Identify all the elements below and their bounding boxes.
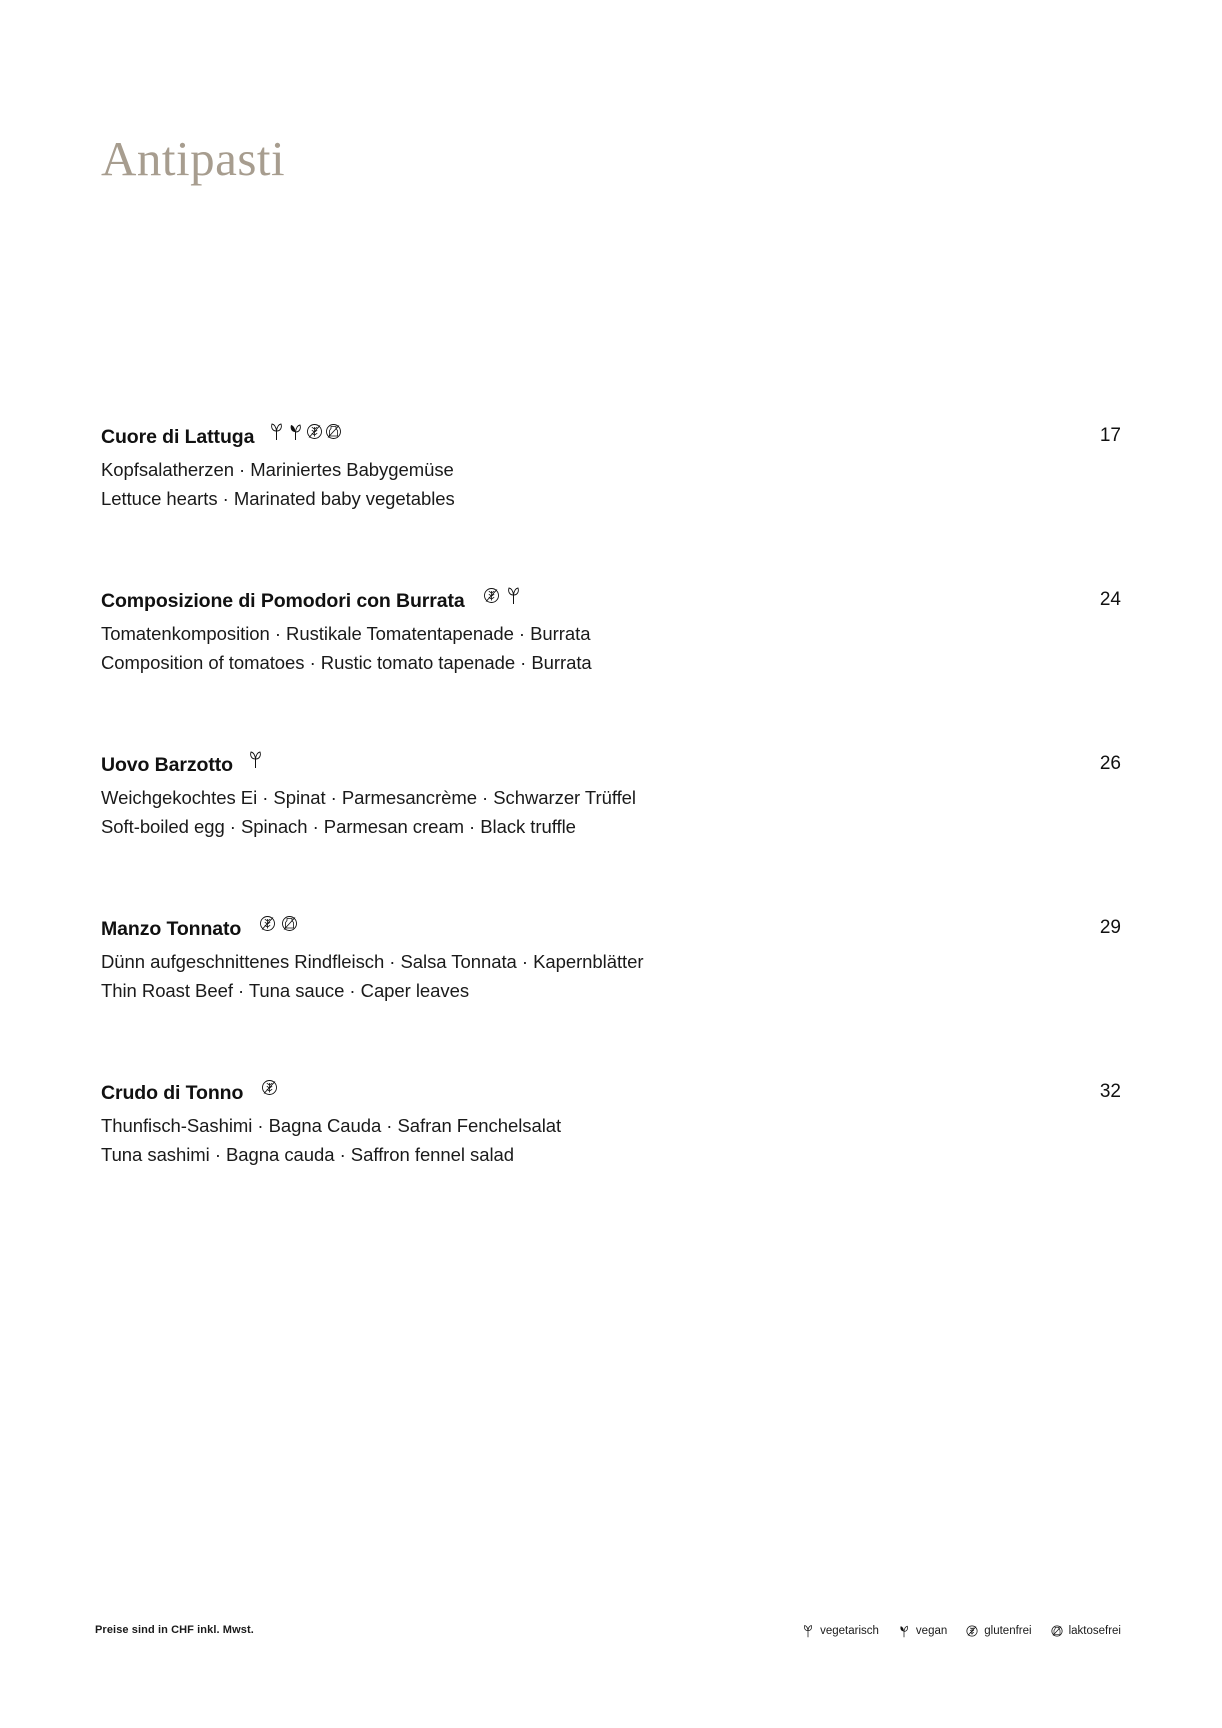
- glutenfrei-icon: [259, 914, 276, 933]
- vegan-icon: [287, 422, 304, 441]
- menu-item-name: Composizione di Pomodori con Burrata: [101, 590, 465, 612]
- vegetarisch-icon: [801, 1624, 815, 1638]
- menu-item-price: 32: [1099, 1081, 1121, 1102]
- legend-label: vegan: [915, 1625, 948, 1637]
- diet-icon-group: [268, 422, 342, 441]
- legend-item-glutenfrei: [965, 1624, 1031, 1638]
- menu-item: [101, 424, 1121, 513]
- legend-item-vegan: [897, 1624, 947, 1638]
- legend-label: laktosefrei: [1068, 1625, 1121, 1637]
- menu-item-description-de: Kopfsalatherzen · Mariniertes Babygemüse: [101, 459, 454, 480]
- legend-label: glutenfrei: [984, 1625, 1032, 1637]
- menu-item-name: Crudo di Tonno: [101, 1082, 244, 1104]
- menu-item-price: 29: [1099, 917, 1121, 938]
- glutenfrei-icon: [261, 1078, 278, 1097]
- laktosefrei-icon: [325, 422, 342, 441]
- diet-legend: [801, 1624, 1121, 1638]
- menu-item-description-en: Lettuce hearts · Marinated baby vegetables: [101, 487, 455, 509]
- diet-icon-group: [261, 1078, 278, 1097]
- diet-icon-group: [259, 914, 298, 933]
- menu-item: [101, 1080, 1121, 1169]
- menu-item-description-en: Composition of tomatoes · Rustic tomato tapenade · Burrata: [101, 651, 592, 673]
- menu-item-header: [101, 588, 1121, 613]
- menu-item-description-de: Thunfisch-Sashimi · Bagna Cauda · Safran Fenchelsalat: [101, 1115, 562, 1136]
- price-disclaimer: Preise sind in CHF inkl. Mwst.: [95, 1624, 254, 1636]
- laktosefrei-icon: [281, 914, 298, 933]
- menu-item: [101, 916, 1121, 1005]
- menu-item-price: 26: [1099, 753, 1121, 774]
- menu-item-price: 24: [1099, 589, 1121, 610]
- legend-label: vegetarisch: [820, 1625, 879, 1637]
- menu-item-description-de: Tomatenkomposition · Rustikale Tomatentapenade · Burrata: [101, 623, 591, 644]
- menu-item-description-en: Soft-boiled egg · Spinach · Parmesan cream · Black truffle: [101, 815, 576, 837]
- diet-icon-group: [483, 586, 522, 605]
- vegetarisch-icon: [505, 586, 522, 605]
- legend-item-laktosefrei: [1050, 1624, 1121, 1638]
- vegetarisch-icon: [247, 750, 264, 769]
- menu-item-header: [101, 916, 1121, 941]
- menu-item-header: [101, 424, 1121, 449]
- glutenfrei-icon: [306, 422, 323, 441]
- vegan-icon: [897, 1624, 911, 1638]
- menu-item: [101, 588, 1121, 677]
- menu-item-name: Cuore di Lattuga: [101, 426, 255, 448]
- diet-icon-group: [247, 750, 264, 769]
- menu-item-description-en: Tuna sashimi · Bagna cauda · Saffron fennel salad: [101, 1143, 515, 1165]
- page-title: Antipasti: [101, 131, 286, 186]
- menu-item-header: [101, 1080, 1121, 1105]
- menu-item-description-de: Weichgekochtes Ei · Spinat · Parmesancrème · Schwarzer Trüffel: [101, 787, 636, 808]
- menu-item-description-en: Thin Roast Beef · Tuna sauce · Caper leaves: [101, 979, 470, 1001]
- legend-item-vegetarisch: [801, 1624, 879, 1638]
- vegetarisch-icon: [268, 422, 285, 441]
- menu-item-name: Manzo Tonnato: [101, 918, 242, 940]
- menu-item-header: [101, 752, 1121, 777]
- menu-item-price: 17: [1099, 425, 1121, 446]
- glutenfrei-icon: [483, 586, 500, 605]
- menu-item: [101, 752, 1121, 841]
- laktosefrei-icon: [1050, 1624, 1064, 1638]
- menu-item-list: [101, 424, 1121, 1244]
- menu-item-name: Uovo Barzotto: [101, 754, 233, 776]
- menu-item-description-de: Dünn aufgeschnittenes Rindfleisch · Salsa Tonnata · Kapernblätter: [101, 951, 644, 972]
- glutenfrei-icon: [965, 1624, 979, 1638]
